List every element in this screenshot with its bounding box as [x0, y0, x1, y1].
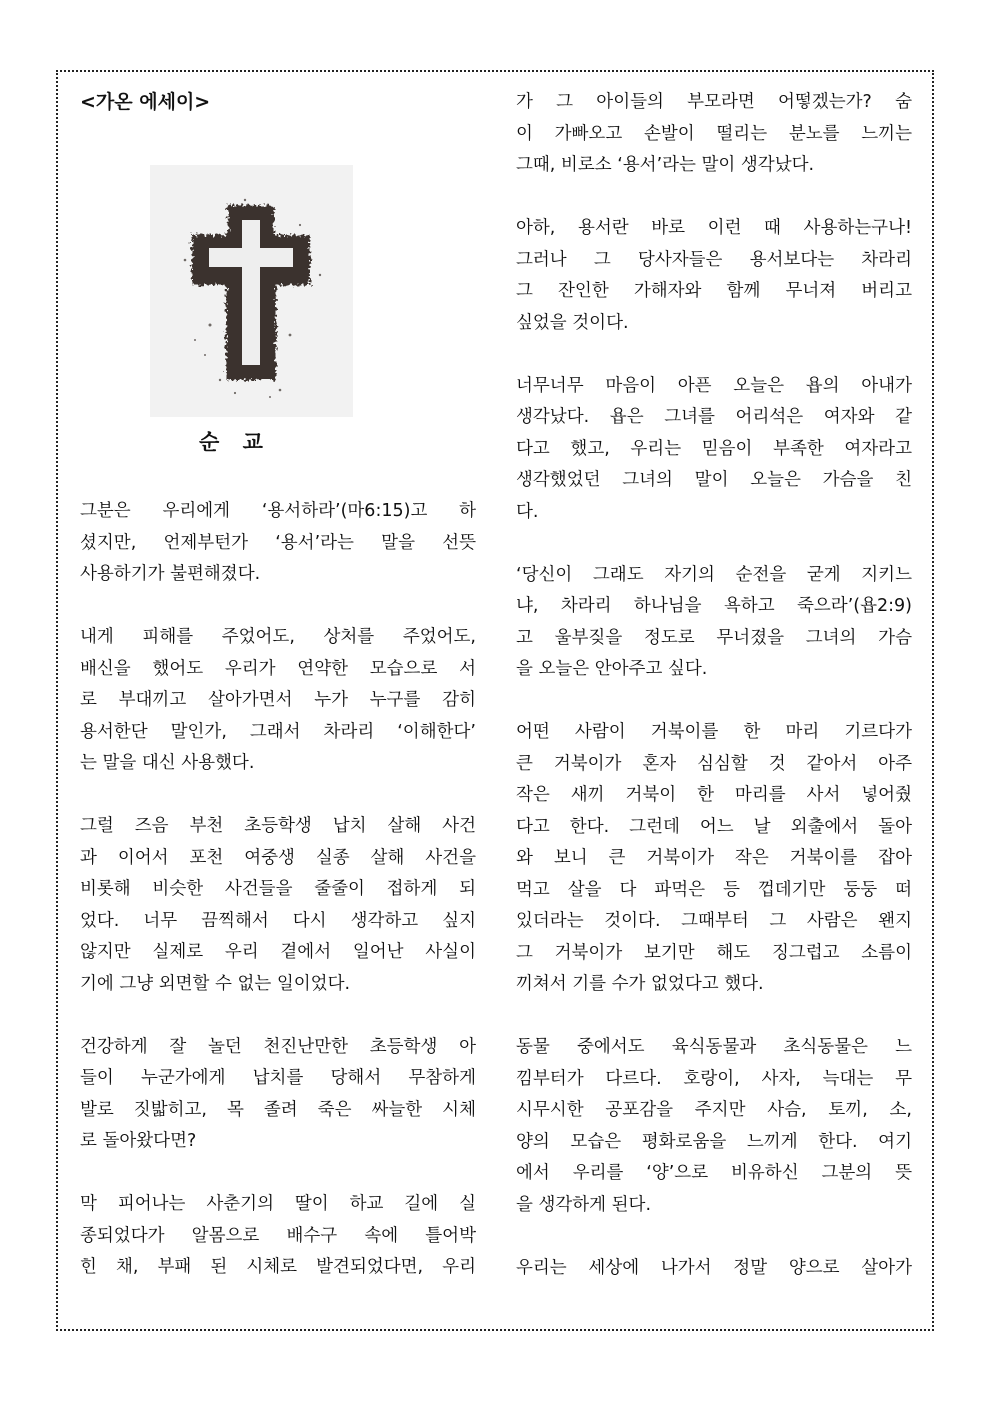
paragraph: [516, 87, 912, 182]
text-line: 사용하기가 불편해졌다.: [80, 564, 261, 584]
text-line: 큰 거북이가 혼자 심심할 것 같아서 아주: [516, 753, 912, 774]
text-line: 생각났다. 욥은 그녀를 어리석은 여자와 같: [516, 407, 912, 427]
text-line: 막 피어나는 사춘기의 딸이 하교 길에 실: [80, 1194, 476, 1214]
text-line: 그 잔인한 가해자와 함께 무너져 버리고: [516, 281, 912, 301]
text-line: 발로 짓밟히고, 목 졸려 죽은 싸늘한 시체: [80, 1099, 476, 1120]
text-line: 그러나 그 당사자들은 용서보다는 차라리: [516, 249, 912, 270]
paragraph: [516, 371, 912, 529]
text-line: 건강하게 잘 놀던 천진난만한 초등학생 아: [80, 1036, 476, 1057]
text-line: 로 부대끼고 살아가면서 누가 누구를 감히: [80, 690, 476, 710]
text-line: 너무너무 마음이 아픈 오늘은 욥의 아내가: [516, 375, 912, 396]
text-line: 와 보니 큰 거북이가 작은 거북이를 잡아: [516, 848, 912, 868]
text-line: 을 생각하게 된다.: [516, 1194, 652, 1215]
figure-caption: 순 교: [199, 430, 271, 454]
paragraph: [516, 1032, 912, 1221]
text-line: 동물 중에서도 육식동물과 초식동물은 느: [516, 1037, 912, 1057]
text-line: 다고 했고, 우리는 믿음이 부족한 여자라고: [516, 438, 912, 459]
text-line: 싶었을 것이다.: [516, 312, 629, 333]
text-line: 셨지만, 언제부턴가 ‘용서’라는 말을 선뜻: [80, 532, 476, 553]
text-line: 종되었다가 알몸으로 배수구 속에 틀어박: [80, 1225, 476, 1246]
text-line: 우리는 세상에 나가서 정말 양으로 살아가: [516, 1257, 912, 1278]
text-line: 시무시한 공포감을 주지만 사슴, 토끼, 소,: [516, 1100, 912, 1120]
text-line: 먹고 살을 다 파먹은 등 껍데기만 둥둥 떠: [516, 879, 912, 900]
text-line: 작은 새끼 거북이 한 마리를 사서 넣어줬: [516, 785, 912, 805]
paragraph: [80, 1032, 476, 1158]
text-line: 그분은 우리에게 ‘용서하라’(마6:15)고 하: [80, 501, 476, 521]
text-line: 이 가빠오고 손발이 떨리는 분노를 느끼는: [516, 123, 912, 144]
left-column: [80, 496, 476, 1315]
text-line: 양의 모습은 평화로움을 느끼게 한다. 여기: [516, 1131, 912, 1152]
text-line: 고 울부짖을 정도로 무너졌을 그녀의 가슴: [516, 627, 912, 648]
text-line: 로 돌아왔다면?: [80, 1131, 197, 1151]
text-line: ‘당신이 그래도 자기의 순전을 굳게 지키느: [516, 564, 912, 585]
paragraph: [80, 1189, 476, 1284]
text-line: 내게 피해를 주었어도, 상처를 주었어도,: [80, 627, 476, 647]
paragraph: [80, 496, 476, 591]
text-line: 않지만 실제로 우리 곁에서 일어난 사실이: [80, 942, 476, 962]
text-line: 용서한단 말인가, 그래서 차라리 ‘이해한다’: [80, 721, 476, 742]
text-line: 낌부터가 다르다. 호랑이, 사자, 늑대는 무: [516, 1068, 912, 1089]
text-line: 있더라는 것이다. 그때부터 그 사람은 왠지: [516, 911, 912, 931]
essay-header: [80, 86, 476, 118]
text-line: 에서 우리를 ‘양’으로 비유하신 그분의 뜻: [516, 1163, 912, 1183]
text-line: 과 이어서 포천 여중생 실종 살해 사건을: [80, 847, 476, 868]
text-line: 기에 그냥 외면할 수 없는 일이었다.: [80, 973, 351, 994]
text-line: 그때, 비로소 ‘용서’라는 말이 생각났다.: [516, 155, 815, 175]
paragraph: [516, 717, 912, 1001]
cross-figure: [150, 165, 353, 417]
right-column: [516, 87, 912, 1316]
text-line: 다고 한다. 그런데 어느 날 외출에서 돌아: [516, 816, 912, 837]
text-line: 냐, 차라리 하나님을 욕하고 죽으라’(욥2:9): [516, 596, 912, 616]
paragraph: [516, 560, 912, 686]
text-line: 끼쳐서 기를 수가 없었다고 했다.: [516, 974, 764, 994]
paragraph: [80, 622, 476, 780]
text-line: 을 오늘은 안아주고 싶다.: [516, 659, 708, 679]
ash-cross-image: [150, 165, 353, 417]
text-line: 생각했었던 그녀의 말이 오늘은 가슴을 친: [516, 470, 912, 490]
text-line: 비롯해 비슷한 사건들을 줄줄이 접하게 되: [80, 879, 476, 899]
text-line: 그럴 즈음 부천 초등학생 납치 살해 사건: [80, 816, 476, 836]
text-line: 아하, 용서란 바로 이런 때 사용하는구나!: [516, 218, 912, 238]
text-line: 었다. 너무 끔찍해서 다시 생각하고 싶지: [80, 910, 476, 931]
paragraph: [516, 1253, 912, 1285]
text-line: 힌 채, 부패 된 시체로 발견되었다면, 우리: [80, 1257, 476, 1277]
text-line: 다.: [516, 501, 539, 522]
text-line: 배신을 했어도 우리가 연약한 모습으로 서: [80, 658, 476, 679]
text-line: 들이 누군가에게 납치를 당해서 무참하게: [80, 1068, 476, 1088]
text-line: 는 말을 대신 사용했다.: [80, 753, 255, 773]
section-title: <가온 에세이>: [80, 91, 211, 113]
text-line: 가 그 아이들의 부모라면 어떻겠는가? 숨: [516, 92, 912, 112]
text-line: 어떤 사람이 거북이를 한 마리 기르다가: [516, 722, 912, 742]
paragraph: [516, 213, 912, 339]
paragraph: [80, 811, 476, 1000]
text-line: 그 거북이가 보기만 해도 징그럽고 소름이: [516, 942, 912, 963]
